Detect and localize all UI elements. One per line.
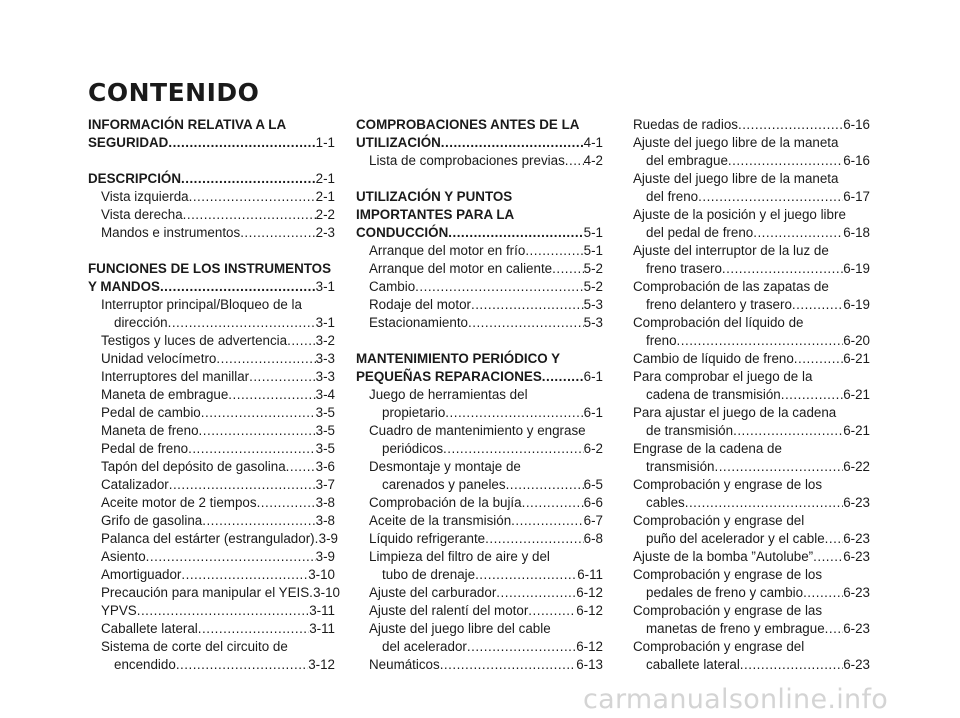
toc-item[interactable]: Interruptor principal/Bloqueo de la dirección ..... 3-1 — [88, 296, 335, 332]
toc-column-1 — [88, 116, 340, 674]
toc-item[interactable]: Juego de herramientas del propietario ..... 6-1 — [356, 386, 603, 422]
toc-item[interactable]: Comprobación de las zapatas de freno delantero y trasero ..... 6-19 — [633, 278, 870, 314]
toc-section-funciones[interactable] — [88, 260, 335, 296]
toc-section-mantenimiento[interactable] — [356, 350, 603, 386]
toc-item[interactable]: Catalizador ..... 3-7 — [88, 476, 335, 494]
toc-section-comprobaciones[interactable] — [356, 116, 603, 152]
toc-item[interactable]: Para comprobar el juego de la cadena de transmisión ..... 6-21 — [633, 368, 870, 404]
toc-item[interactable]: Limpieza del filtro de aire y del tubo de drenaje ..... 6-11 — [356, 548, 603, 584]
toc-section-title: IMPORTANTES PARA LA — [356, 207, 515, 222]
toc-page-number: 4-1 — [583, 135, 603, 150]
toc-item[interactable]: Maneta de freno ..... 3-5 — [88, 422, 335, 440]
toc-section-utilizacion[interactable] — [356, 188, 603, 242]
toc-item[interactable]: Ajuste del juego libre del cable del acelerador ..... 6-12 — [356, 620, 603, 656]
toc-section-seguridad[interactable] — [88, 116, 335, 152]
toc-item[interactable]: Interruptores del manillar ..... 3-3 — [88, 368, 335, 386]
toc-section-descripcion[interactable] — [88, 170, 335, 188]
toc-section-title: SEGURIDAD — [88, 135, 169, 150]
toc-item[interactable]: Pedal de cambio ..... 3-5 — [88, 404, 335, 422]
toc-item[interactable]: Unidad velocímetro ..... 3-3 — [88, 350, 335, 368]
toc-item[interactable]: Testigos y luces de advertencia ..... 3-2 — [88, 332, 335, 350]
toc-section-title: Y MANDOS — [88, 279, 160, 294]
toc-item[interactable]: Arranque del motor en frío ..... 5-1 — [356, 242, 603, 260]
toc-section-title: MANTENIMIENTO PERIÓDICO Y — [356, 351, 561, 366]
toc-item[interactable]: Comprobación y engrase de las manetas de freno y embrague ..... 6-23 — [633, 602, 870, 638]
toc-section-title: CONDUCCIÓN — [356, 225, 449, 240]
toc-item[interactable]: Comprobación del líquido de freno ..... 6-20 — [633, 314, 870, 350]
toc-item[interactable]: Ajuste del juego libre de la maneta del freno ..... 6-17 — [633, 170, 870, 206]
toc-item[interactable]: Neumáticos ..... 6-13 — [356, 656, 603, 674]
toc-section-title: COMPROBACIONES ANTES DE LA — [356, 117, 580, 132]
toc-item[interactable]: Ajuste del ralentí del motor ..... 6-12 — [356, 602, 603, 620]
toc-item[interactable]: Mandos e instrumentos ..... 2-3 — [88, 224, 335, 242]
toc-page-number: 2-1 — [315, 171, 335, 186]
toc-item[interactable]: Lista de comprobaciones previas ..... 4-2 — [356, 152, 603, 170]
toc-section-title: FUNCIONES DE LOS INSTRUMENTOS — [88, 261, 332, 276]
toc-item[interactable]: Sistema de corte del circuito de encendido ..... 3-12 — [88, 638, 335, 674]
toc-item[interactable]: Aceite motor de 2 tiempos ..... 3-8 — [88, 494, 335, 512]
toc-item[interactable]: Arranque del motor en caliente ..... 5-2 — [356, 260, 603, 278]
toc-column-3 — [633, 116, 870, 674]
toc-item[interactable]: Comprobación y engrase del puño del acelerador y el cable ..... 6-23 — [633, 512, 870, 548]
toc-section-title: DESCRIPCIÓN — [88, 171, 182, 186]
toc-item[interactable]: Cambio de líquido de freno ..... 6-21 — [633, 350, 870, 368]
toc-item[interactable]: Líquido refrigerante ..... 6-8 — [356, 530, 603, 548]
toc-item[interactable]: Tapón del depósito de gasolina ..... 3-6 — [88, 458, 335, 476]
toc-item[interactable]: Asiento ..... 3-9 — [88, 548, 335, 566]
toc-page-number: 3-1 — [315, 279, 335, 294]
page-title: CONTENIDO — [88, 78, 260, 107]
toc-item[interactable]: Caballete lateral ..... 3-11 — [88, 620, 335, 638]
toc-section-title: PEQUEÑAS REPARACIONES — [356, 369, 542, 384]
toc-item[interactable]: Vista izquierda ..... 2-1 — [88, 188, 335, 206]
toc-item[interactable]: Vista derecha ..... 2-2 — [88, 206, 335, 224]
toc-item[interactable]: Grifo de gasolina ..... 3-8 — [88, 512, 335, 530]
toc-item[interactable]: Desmontaje y montaje de carenados y paneles ..... 6-5 — [356, 458, 603, 494]
toc-item[interactable]: Ajuste del interruptor de la luz de freno trasero ..... 6-19 — [633, 242, 870, 278]
toc-section-title: UTILIZACIÓN Y PUNTOS — [356, 189, 513, 204]
toc-item[interactable]: Cambio ..... 5-2 — [356, 278, 603, 296]
toc-page-number: 6-1 — [583, 369, 603, 384]
toc-section-title: INFORMACIÓN RELATIVA A LA — [88, 117, 287, 132]
toc-item[interactable]: Ajuste de la posición y el juego libre del pedal de freno ..... 6-18 — [633, 206, 870, 242]
toc-page-number: 5-1 — [583, 225, 603, 240]
toc-item[interactable]: YPVS ..... 3-11 — [88, 602, 335, 620]
site-watermark: carmanualsonline.info — [583, 684, 889, 715]
toc-item[interactable]: Comprobación de la bujía ..... 6-6 — [356, 494, 603, 512]
toc-item[interactable]: Ruedas de radios ..... 6-16 — [633, 116, 870, 134]
toc-section-title: UTILIZACIÓN — [356, 135, 441, 150]
toc-page-number: 1-1 — [315, 135, 335, 150]
toc-item[interactable]: Comprobación y engrase de los cables ..... 6-23 — [633, 476, 870, 512]
toc-item[interactable]: Precaución para manipular el YEIS ..... 3-10 — [88, 584, 335, 602]
toc-item[interactable]: Ajuste del carburador ..... 6-12 — [356, 584, 603, 602]
toc-item[interactable]: Pedal de freno ..... 3-5 — [88, 440, 335, 458]
toc-item[interactable]: Ajuste del juego libre de la maneta del embrague ..... 6-16 — [633, 134, 870, 170]
toc-item[interactable]: Maneta de embrague ..... 3-4 — [88, 386, 335, 404]
toc-item[interactable]: Comprobación y engrase de los pedales de freno y cambio ..... 6-23 — [633, 566, 870, 602]
toc-item[interactable]: Engrase de la cadena de transmisión ..... 6-22 — [633, 440, 870, 476]
toc-item[interactable]: Palanca del estárter (estrangulador) ..... 3-9 — [88, 530, 335, 548]
toc-item[interactable]: Rodaje del motor ..... 5-3 — [356, 296, 603, 314]
toc-item[interactable]: Comprobación y engrase del caballete lateral ..... 6-23 — [633, 638, 870, 674]
toc-item[interactable]: Amortiguador ..... 3-10 — [88, 566, 335, 584]
toc-item[interactable]: Aceite de la transmisión ..... 6-7 — [356, 512, 603, 530]
toc-item[interactable]: Ajuste de la bomba ”Autolube” ..... 6-23 — [633, 548, 870, 566]
toc-item[interactable]: Cuadro de mantenimiento y engrase periódicos ..... 6-2 — [356, 422, 603, 458]
toc-item[interactable]: Para ajustar el juego de la cadena de transmisión ..... 6-21 — [633, 404, 870, 440]
toc-column-2 — [356, 116, 603, 674]
toc-item[interactable]: Estacionamiento ..... 5-3 — [356, 314, 603, 332]
